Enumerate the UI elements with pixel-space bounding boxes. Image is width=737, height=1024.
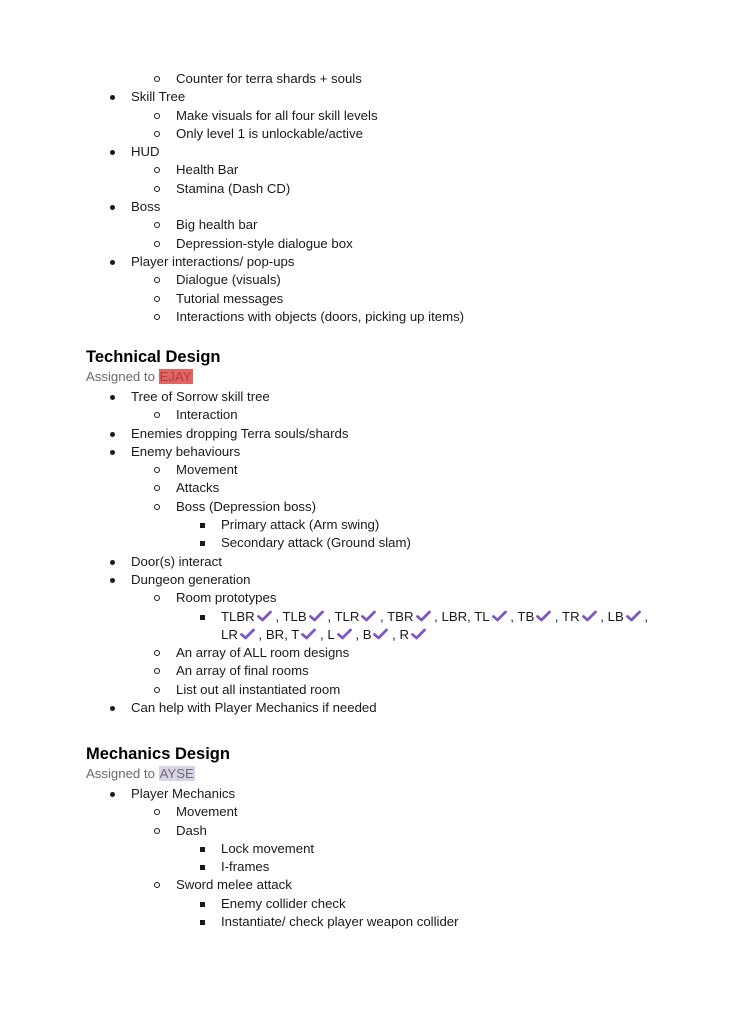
room-prototype-item [0,608,737,645]
list-item-level-2: Interactions with objects (doors, picking up items) [0,308,737,326]
list-item-level-3: Primary attack (Arm swing) [0,516,737,534]
checkmark-icon [337,628,352,640]
technical-design-list-continued [0,644,737,717]
room-list-line-1: TLBR , TLB , TLR , TBR , LBR, TL , TB , TR , LB , [221,608,649,624]
mechanics-design-list [0,785,737,931]
list-item-level-2: Tutorial messages [0,290,737,308]
assigned-prefix: Assigned to [86,766,159,781]
list-item-level-2: Stamina (Dash CD) [0,180,737,198]
room-label: TLB [282,608,307,624]
checkmark-icon [416,610,431,622]
list-item-level-2: Movement [0,803,737,821]
list-item-level-2: Counter for terra shards + souls [0,70,737,88]
list-item-level-2: Depression-style dialogue box [0,235,737,253]
checkmark-icon [536,610,551,622]
checkmark-icon [240,628,255,640]
mechanics-design-heading: Mechanics Design [86,745,230,763]
list-item-level-1: Tree of Sorrow skill tree [0,388,737,406]
checkmark-icon [309,610,324,622]
list-item-level-3: Instantiate/ check player weapon collider [0,913,737,931]
assignee-tag-ayse[interactable]: AYSE [159,766,194,781]
list-item-level-2: Dash [0,822,737,840]
technical-design-section [0,346,737,717]
checkmark-icon [373,628,388,640]
room-label: TR [562,608,580,624]
room-list-line-2: LR , BR, T , L , B , R [221,626,737,644]
list-item-level-2: An array of final rooms [0,662,737,680]
checkmark-icon [301,628,316,640]
checkmark-icon [411,628,426,640]
list-item-level-2: Boss (Depression boss) [0,498,737,516]
list-item-level-2: Sword melee attack [0,876,737,894]
technical-design-list [0,388,737,608]
list-item-level-2: Make visuals for all four skill levels [0,107,737,125]
room-label: BR [265,626,285,642]
mechanics-assigned-line [0,765,737,783]
checkmark-icon [492,610,507,622]
list-item-level-2: Dialogue (visuals) [0,271,737,289]
assignee-tag-ejay[interactable]: EJAY [159,369,192,384]
list-item-level-2: Movement [0,461,737,479]
technical-design-heading: Technical Design [86,348,221,366]
list-item-level-2: Health Bar [0,161,737,179]
assigned-prefix: Assigned to [86,369,159,384]
room-label: TLR [334,608,360,624]
list-item-level-2: Only level 1 is unlockable/active [0,125,737,143]
room-label: L [327,626,335,642]
room-label: B [362,626,372,642]
list-item-level-3: Lock movement [0,840,737,858]
checkmark-icon [361,610,376,622]
checkmark-icon [257,610,272,622]
checkmark-icon [626,610,641,622]
list-item-level-2: Big health bar [0,216,737,234]
list-item-level-2: List out all instantiated room [0,681,737,699]
list-item-level-1: Enemy behaviours [0,443,737,461]
list-item-level-1: Dungeon generation [0,571,737,589]
list-item-level-1: Can help with Player Mechanics if needed [0,699,737,717]
room-label: LBR [441,608,468,624]
technical-assigned-line [0,368,737,386]
room-label: TL [474,608,490,624]
list-item-level-1: Enemies dropping Terra souls/shards [0,425,737,443]
list-item-level-2: Room prototypes [0,589,737,607]
list-item-level-1: Boss [0,198,737,216]
room-label: T [291,626,300,642]
room-label: TBR [387,608,414,624]
mechanics-design-section [0,743,737,931]
list-item-level-1: Player Mechanics [0,785,737,803]
room-prototype-list [0,608,737,645]
room-label: LB [607,608,624,624]
checkmark-icon [582,610,597,622]
list-item-level-3: I-frames [0,858,737,876]
list-item-level-2: Attacks [0,479,737,497]
list-item-level-1: Skill Tree [0,88,737,106]
list-item-level-3: Enemy collider check [0,895,737,913]
list-item-level-1: HUD [0,143,737,161]
list-item-level-2: An array of ALL room designs [0,644,737,662]
list-item-level-1: Player interactions/ pop-ups [0,253,737,271]
room-label: LR [221,626,238,642]
room-label: R [399,626,410,642]
list-item-level-2: Interaction [0,406,737,424]
room-label: TLBR [221,608,255,624]
room-label: TB [517,608,535,624]
ui-design-list [0,70,737,326]
list-item-level-1: Door(s) interact [0,553,737,571]
list-item-level-3: Secondary attack (Ground slam) [0,534,737,552]
